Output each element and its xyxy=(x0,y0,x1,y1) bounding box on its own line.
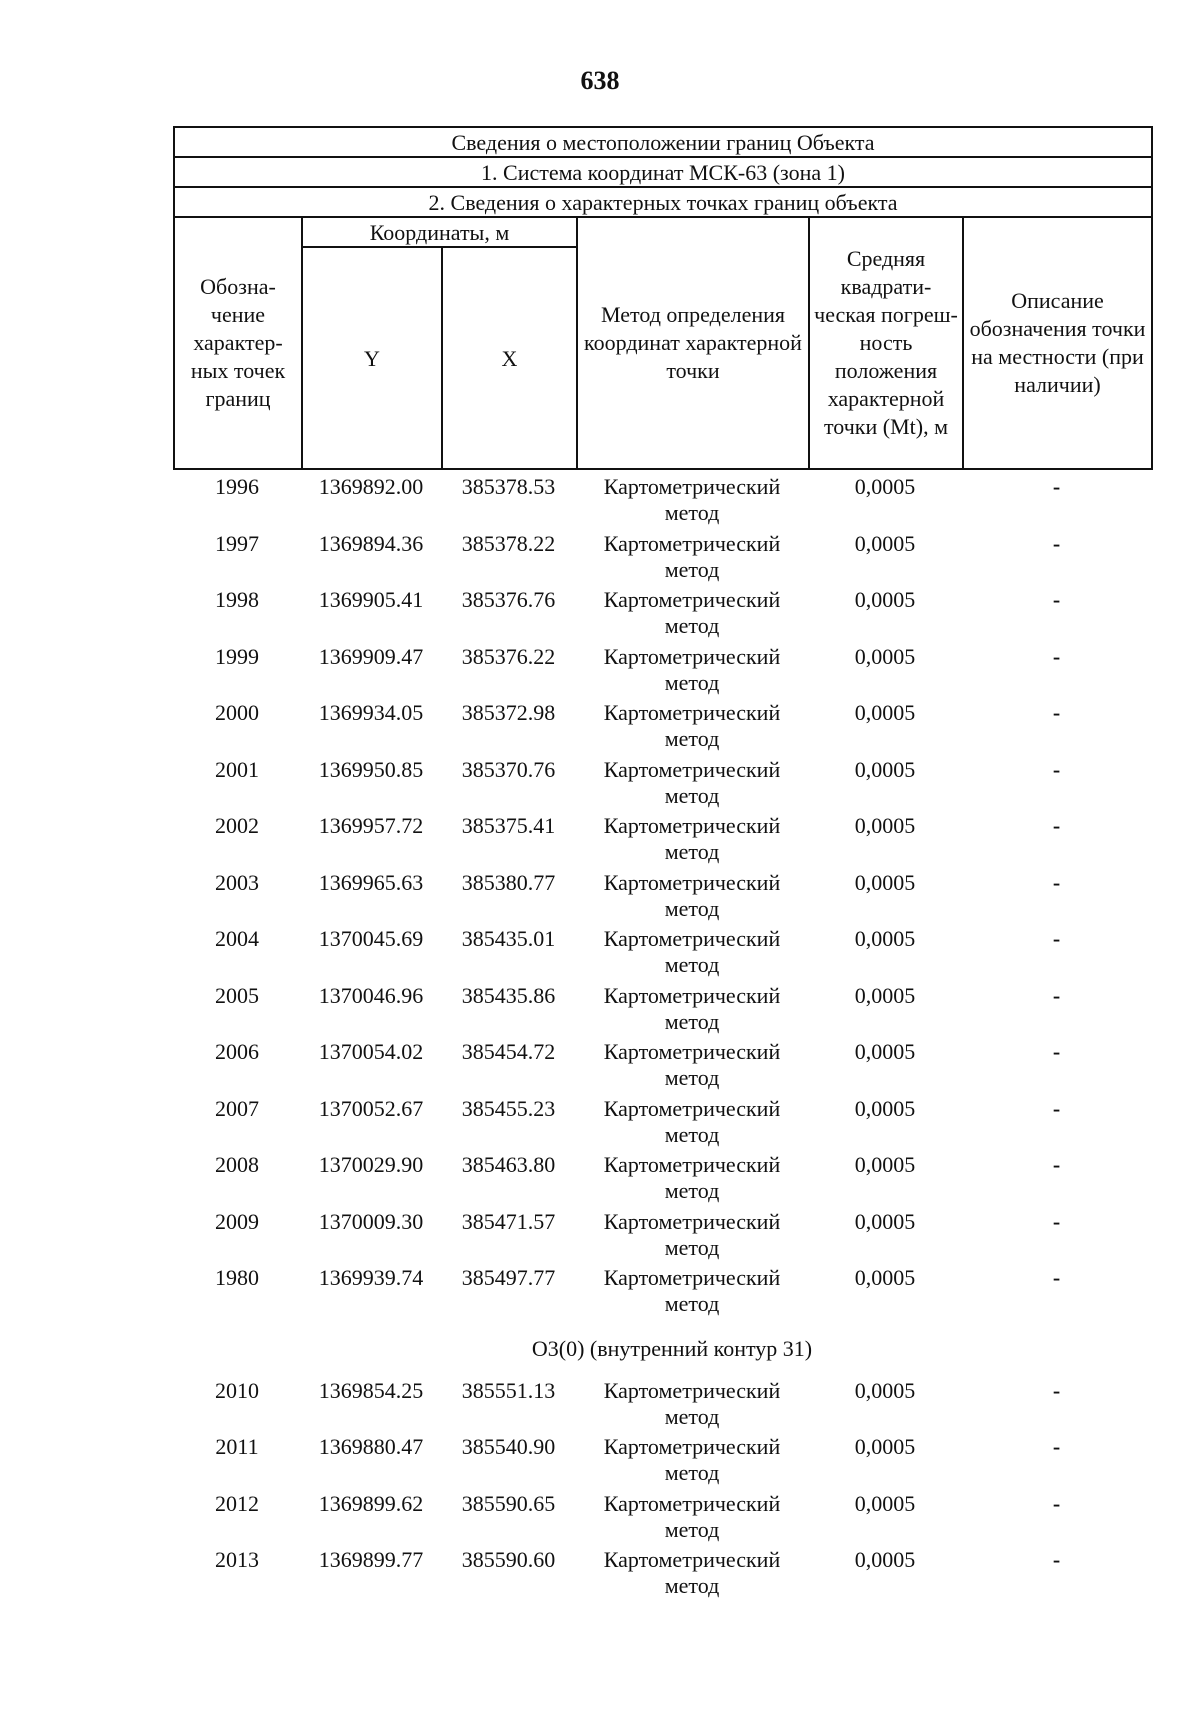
method-line-1: Картометрический xyxy=(603,530,781,556)
method-line-2: метод xyxy=(664,1178,720,1203)
table-row xyxy=(173,1039,1151,1096)
method-cell xyxy=(576,1265,808,1322)
error-value: 0,0005 xyxy=(854,756,916,782)
point-id: 2008 xyxy=(215,1152,259,1177)
table-title: Сведения о местоположении границ Объекта xyxy=(174,127,1152,157)
coordinate-y: 1369939.74 xyxy=(318,1265,424,1290)
table-row xyxy=(173,1209,1151,1266)
column-header-coordinates: Координаты, м xyxy=(302,217,577,247)
coordinate-y: 1369934.05 xyxy=(318,700,424,725)
coordinate-x: 385590.60 xyxy=(461,1547,556,1572)
description-dash: - xyxy=(1052,1377,1061,1403)
method-cell xyxy=(576,1039,808,1096)
method-line-2: метод xyxy=(664,1460,720,1485)
point-id: 2005 xyxy=(215,982,259,1008)
method-line-1: Картометрический xyxy=(603,756,781,782)
method-cell xyxy=(576,1209,808,1266)
description-dash: - xyxy=(1052,587,1061,612)
coordinate-y: 1369909.47 xyxy=(318,643,424,669)
points-section-title: 2. Сведения о характерных точках границ объекта xyxy=(174,187,1152,217)
method-cell xyxy=(576,926,808,983)
description-dash: - xyxy=(1052,813,1061,838)
table-row xyxy=(173,644,1151,701)
coordinate-x: 385378.53 xyxy=(461,474,556,499)
method-cell xyxy=(576,983,808,1040)
description-dash: - xyxy=(1052,1490,1061,1516)
point-id: 2002 xyxy=(215,813,259,838)
method-cell xyxy=(576,587,808,644)
coordinate-x: 385375.41 xyxy=(461,813,556,838)
method-line-2: метод xyxy=(664,895,720,921)
point-id: 2009 xyxy=(215,1208,259,1234)
coordinate-y: 1369950.85 xyxy=(318,756,424,782)
column-header-error: Средняя квадрати-ческая погреш-ность положения характерной точки (Mt), м xyxy=(809,217,963,469)
method-line-1: Картометрический xyxy=(603,1434,781,1459)
description-dash: - xyxy=(1052,643,1061,669)
method-line-2: метод xyxy=(664,1403,720,1429)
error-value: 0,0005 xyxy=(854,926,916,951)
method-line-1: Картометрический xyxy=(603,926,781,951)
coordinate-system-title: 1. Система координат МСК-63 (зона 1) xyxy=(174,157,1152,187)
coordinate-x: 385435.01 xyxy=(461,926,556,951)
main-contour-rows xyxy=(173,474,1151,1322)
method-line-2: метод xyxy=(664,1008,720,1034)
coordinate-x: 385372.98 xyxy=(461,700,556,725)
description-dash: - xyxy=(1052,1152,1061,1177)
error-value: 0,0005 xyxy=(854,587,916,612)
method-line-1: Картометрический xyxy=(603,1377,781,1403)
description-dash: - xyxy=(1052,982,1061,1008)
method-line-1: Картометрический xyxy=(603,982,781,1008)
coordinate-x: 385551.13 xyxy=(461,1377,556,1403)
coordinate-x: 385471.57 xyxy=(461,1208,556,1234)
error-value: 0,0005 xyxy=(854,474,916,499)
coordinate-y: 1369854.25 xyxy=(318,1377,424,1403)
method-line-2: метод xyxy=(664,952,720,977)
point-id: 2001 xyxy=(215,756,259,782)
method-line-1: Картометрический xyxy=(603,1208,781,1234)
description-dash: - xyxy=(1052,530,1061,556)
error-value: 0,0005 xyxy=(854,982,916,1008)
coordinate-x: 385455.23 xyxy=(461,1095,556,1121)
coordinate-x: 385380.77 xyxy=(461,869,556,895)
point-id: 2011 xyxy=(215,1434,259,1459)
method-line-1: Картометрический xyxy=(603,1490,781,1516)
method-line-1: Картометрический xyxy=(603,1039,781,1064)
coordinate-y: 1370009.30 xyxy=(318,1208,424,1234)
coordinate-y: 1369965.63 xyxy=(318,869,424,895)
coordinate-x: 385454.72 xyxy=(461,1039,556,1064)
table-row xyxy=(173,983,1151,1040)
coordinate-x: 385463.80 xyxy=(461,1152,556,1177)
method-line-2: метод xyxy=(664,556,720,582)
point-id: 1997 xyxy=(215,530,259,556)
method-cell xyxy=(576,870,808,927)
method-line-2: метод xyxy=(664,1516,720,1542)
method-line-1: Картометрический xyxy=(603,700,781,725)
table-row xyxy=(173,587,1151,644)
method-line-2: метод xyxy=(664,1234,720,1260)
coordinate-x: 385376.22 xyxy=(461,643,556,669)
inner-contour-title: О3(0) (внутренний контур 31) xyxy=(531,1335,813,1361)
method-line-2: метод xyxy=(664,726,720,751)
point-id: 2007 xyxy=(215,1095,259,1121)
table-row xyxy=(173,870,1151,927)
method-line-2: метод xyxy=(664,1573,720,1598)
description-dash: - xyxy=(1052,1434,1061,1459)
method-cell xyxy=(576,1547,808,1604)
point-id: 2010 xyxy=(215,1377,259,1403)
method-cell xyxy=(576,813,808,870)
error-value: 0,0005 xyxy=(854,1434,916,1459)
method-line-1: Картометрический xyxy=(603,813,781,838)
column-header-designation: Обозна-чение характер-ных точек границ xyxy=(174,217,302,469)
table-row xyxy=(173,531,1151,588)
method-cell xyxy=(576,1378,808,1435)
method-line-1: Картометрический xyxy=(603,869,781,895)
method-cell xyxy=(576,700,808,757)
description-dash: - xyxy=(1052,926,1061,951)
column-header-method: Метод определения координат характерной точки xyxy=(577,217,809,469)
point-id: 2004 xyxy=(215,926,259,951)
error-value: 0,0005 xyxy=(854,530,916,556)
coordinate-y: 1369957.72 xyxy=(318,813,424,838)
method-line-1: Картометрический xyxy=(603,474,781,499)
coordinate-y: 1370029.90 xyxy=(318,1152,424,1177)
coordinate-x: 385376.76 xyxy=(461,587,556,612)
description-dash: - xyxy=(1052,869,1061,895)
method-cell xyxy=(576,1096,808,1153)
table-row xyxy=(173,1491,1151,1548)
table-row xyxy=(173,1265,1151,1322)
coordinate-x: 385378.22 xyxy=(461,530,556,556)
method-cell xyxy=(576,474,808,531)
error-value: 0,0005 xyxy=(854,1265,916,1290)
table-row xyxy=(173,1096,1151,1153)
description-dash: - xyxy=(1052,700,1061,725)
method-cell xyxy=(576,757,808,814)
coordinate-y: 1369899.77 xyxy=(318,1547,424,1572)
method-cell xyxy=(576,1152,808,1209)
method-line-1: Картометрический xyxy=(603,1547,781,1572)
point-id: 1998 xyxy=(215,587,259,612)
point-id: 1980 xyxy=(215,1265,259,1290)
description-dash: - xyxy=(1052,756,1061,782)
table-row xyxy=(173,1152,1151,1209)
coordinate-y: 1370054.02 xyxy=(318,1039,424,1064)
method-cell xyxy=(576,531,808,588)
description-dash: - xyxy=(1052,1547,1061,1572)
method-line-2: метод xyxy=(664,1121,720,1147)
table-row xyxy=(173,1434,1151,1491)
point-id: 1999 xyxy=(215,643,259,669)
description-dash: - xyxy=(1052,1208,1061,1234)
column-header-y: Y xyxy=(302,247,442,469)
point-id: 2013 xyxy=(215,1547,259,1572)
table-row xyxy=(173,1378,1151,1435)
method-cell xyxy=(576,1491,808,1548)
point-id: 1996 xyxy=(215,474,259,499)
method-line-2: метод xyxy=(664,1065,720,1090)
error-value: 0,0005 xyxy=(854,1490,916,1516)
error-value: 0,0005 xyxy=(854,700,916,725)
method-line-2: метод xyxy=(664,839,720,864)
coordinate-x: 385497.77 xyxy=(461,1265,556,1290)
point-id: 2006 xyxy=(215,1039,259,1064)
coordinate-x: 385590.65 xyxy=(461,1490,556,1516)
coordinate-y: 1369899.62 xyxy=(318,1490,424,1516)
error-value: 0,0005 xyxy=(854,1208,916,1234)
method-line-1: Картометрический xyxy=(603,643,781,669)
description-dash: - xyxy=(1052,1265,1061,1290)
table-row xyxy=(173,757,1151,814)
method-line-1: Картометрический xyxy=(603,1265,781,1290)
coordinate-y: 1369894.36 xyxy=(318,530,424,556)
point-id: 2012 xyxy=(215,1490,259,1516)
coordinate-x: 385540.90 xyxy=(461,1434,556,1459)
method-line-1: Картометрический xyxy=(603,1095,781,1121)
method-line-2: метод xyxy=(664,782,720,808)
point-id: 2000 xyxy=(215,700,259,725)
point-id: 2003 xyxy=(215,869,259,895)
column-header-x: X xyxy=(442,247,577,469)
table-row xyxy=(173,700,1151,757)
method-line-1: Картометрический xyxy=(603,1152,781,1177)
coordinates-table-body xyxy=(173,474,1151,1604)
coordinate-y: 1369905.41 xyxy=(318,587,424,612)
table-row xyxy=(173,813,1151,870)
error-value: 0,0005 xyxy=(854,1152,916,1177)
method-line-1: Картометрический xyxy=(603,587,781,612)
coordinate-y: 1370052.67 xyxy=(318,1095,424,1121)
error-value: 0,0005 xyxy=(854,1039,916,1064)
description-dash: - xyxy=(1052,474,1061,499)
inner-contour-rows xyxy=(173,1378,1151,1604)
table-row xyxy=(173,474,1151,531)
coordinate-y: 1369892.00 xyxy=(318,474,424,499)
description-dash: - xyxy=(1052,1039,1061,1064)
error-value: 0,0005 xyxy=(854,1547,916,1572)
error-value: 0,0005 xyxy=(854,1095,916,1121)
coordinate-y: 1370046.96 xyxy=(318,982,424,1008)
method-cell xyxy=(576,1434,808,1491)
method-line-2: метод xyxy=(664,669,720,695)
coordinates-table-header xyxy=(173,126,1153,470)
method-cell xyxy=(576,644,808,701)
description-dash: - xyxy=(1052,1095,1061,1121)
page-number: 638 xyxy=(580,66,620,95)
coordinate-x: 385435.86 xyxy=(461,982,556,1008)
coordinate-y: 1369880.47 xyxy=(318,1434,424,1459)
error-value: 0,0005 xyxy=(854,643,916,669)
coordinate-x: 385370.76 xyxy=(461,756,556,782)
coordinate-y: 1370045.69 xyxy=(318,926,424,951)
table-row xyxy=(173,926,1151,983)
table-row xyxy=(173,1547,1151,1604)
error-value: 0,0005 xyxy=(854,813,916,838)
error-value: 0,0005 xyxy=(854,1377,916,1403)
method-line-2: метод xyxy=(664,613,720,638)
method-line-2: метод xyxy=(664,1291,720,1316)
error-value: 0,0005 xyxy=(854,869,916,895)
column-header-description: Описание обозначения точки на местности (при наличии) xyxy=(963,217,1152,469)
method-line-2: метод xyxy=(664,500,720,525)
